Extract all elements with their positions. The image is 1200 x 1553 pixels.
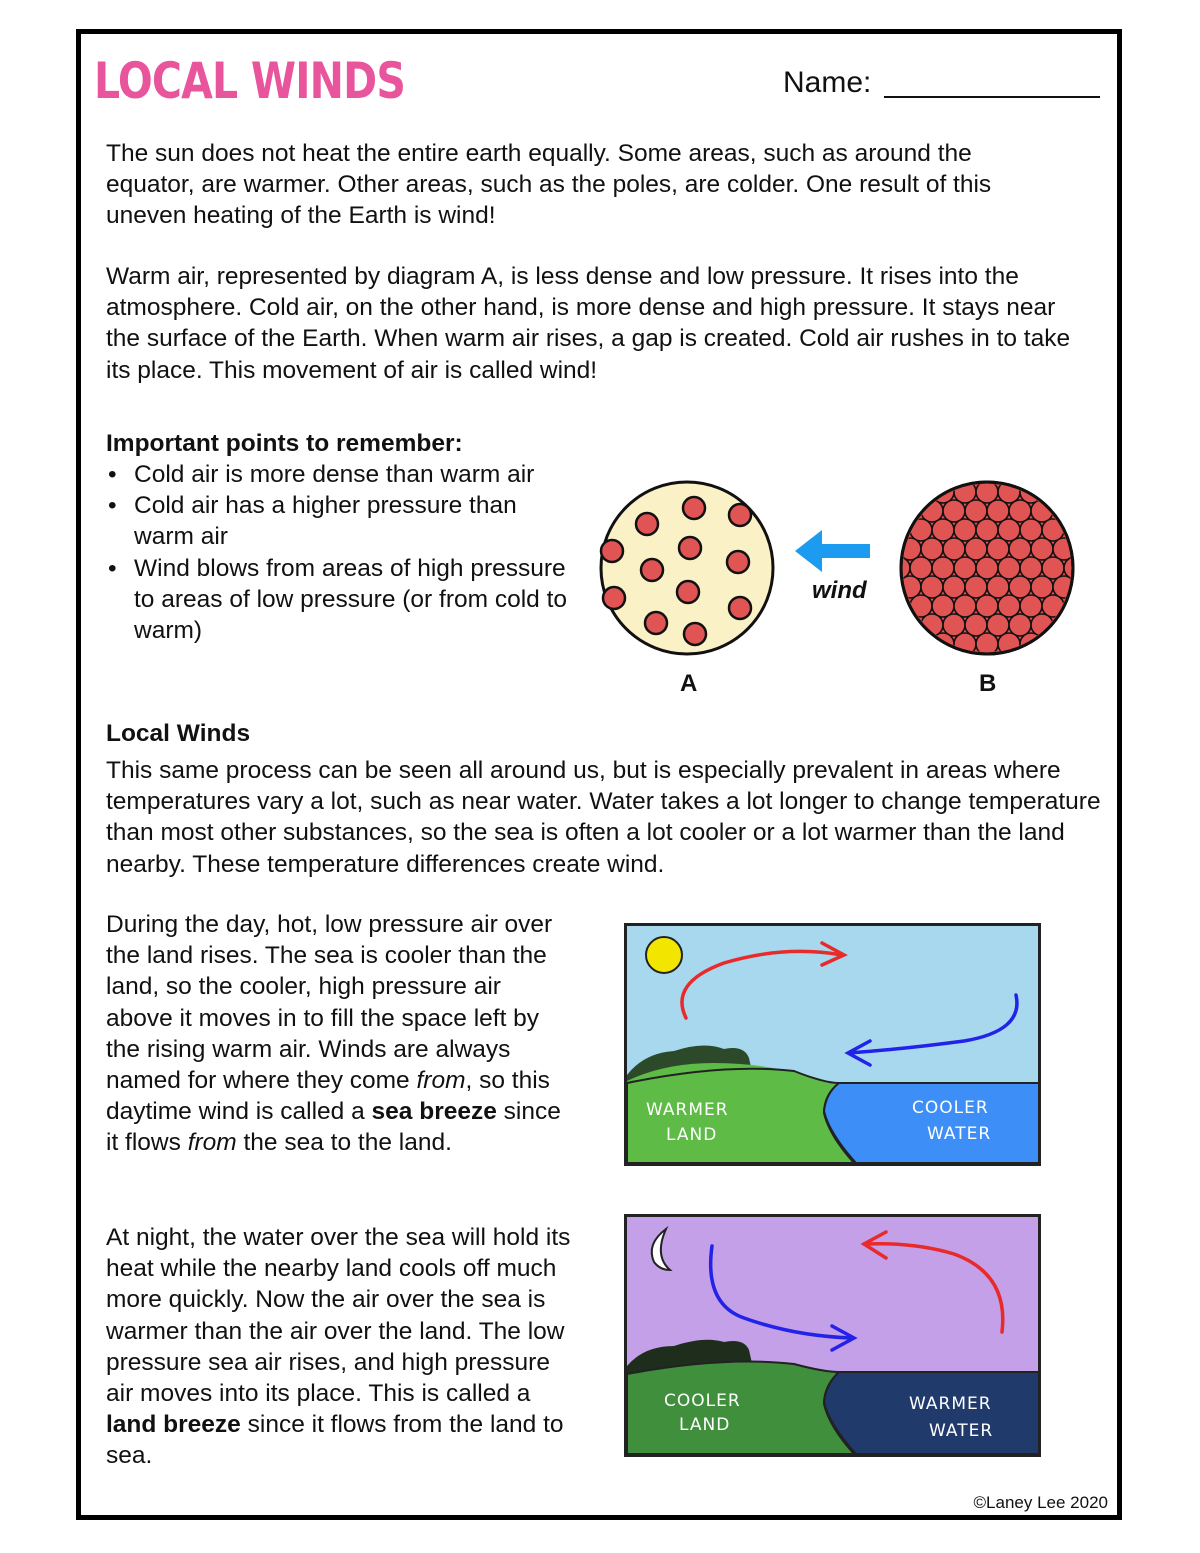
pressure-paragraph: Warm air, represented by diagram A, is less dense and low pressure. It rises into the atmosphere. Cold air, on the other hand, is more dense and high pressure. It stays near the surface of the Earth. When warm air rises, a gap is created. Cold air rushes in to take its place. This movement of air is called wind! [106,263,1071,384]
warm-air-circle [601,482,773,654]
warmer-land-label-2: LAND [666,1125,718,1145]
wind-label: wind [812,577,867,604]
cold-air-circle [888,481,1086,655]
copyright: ©Laney Lee 2020 [973,1493,1108,1512]
cooler-water-label: COOLER [912,1098,989,1118]
intro-paragraph: The sun does not heat the entire earth equally. Some areas, such as around the equator, are warmer. Other areas, such as the poles, are colder. One result of this uneven heating of the Earth is wind! [106,140,992,230]
warmer-water-label-2: WATER [929,1421,994,1441]
label-b: B [979,670,997,697]
land-breeze-diagram [624,1214,1042,1459]
list-item: • Wind blows from areas of high pressure to areas of low pressure (or from cold to warm) [106,553,576,647]
list-item: • Cold air is more dense than warm air [106,459,576,490]
cooler-land-label-2: LAND [679,1415,731,1435]
cooler-land-label: COOLER [664,1391,741,1411]
sea-breeze-diagram [624,923,1042,1168]
sea-breeze-paragraph: During the day, hot, low pressure air over the land rises. The sea is cooler than the land, so the cooler, high pressure air above it moves in to fill the space left by the rising warm air. Winds are always named for where they come from, so this daytime wind is called a sea breeze since it flows from the sea to the land. [106,911,561,1157]
local-winds-paragraph: This same process can be seen all around us, but is especially prevalent in areas where temperatures vary a lot, such as near water. Water takes a lot longer to change temperature than most other substances, so the sea is often a lot cooler or a lot warmer than the land nearby. These temperature differences create wind. [106,757,1101,878]
page-title: LOCAL WINDS [94,52,406,110]
land-breeze-paragraph: At night, the water over the sea will hold its heat while the nearby land cools off much more quickly. Now the air over the sea is warmer than the air over the land. The low pressure sea air rises, and high pressure air moves into its place. This is called a land breeze since it flows from the land to sea. [106,1224,571,1470]
name-input-line[interactable] [884,96,1100,98]
list-item: • Cold air has a higher pressure than warm air [106,490,576,552]
local-winds-heading: Local Winds [106,720,251,747]
water [824,1083,1039,1163]
points-list [106,459,576,646]
density-diagram [590,480,1090,710]
warmer-water-label: WARMER [909,1394,992,1414]
label-a: A [680,670,698,697]
sun-icon [646,937,682,973]
points-heading: Important points to remember: [106,430,463,457]
warmer-land-label: WARMER [646,1100,729,1120]
cooler-water-label-2: WATER [927,1124,992,1144]
name-label: Name: [783,66,872,99]
wind-arrow-icon [795,530,870,572]
